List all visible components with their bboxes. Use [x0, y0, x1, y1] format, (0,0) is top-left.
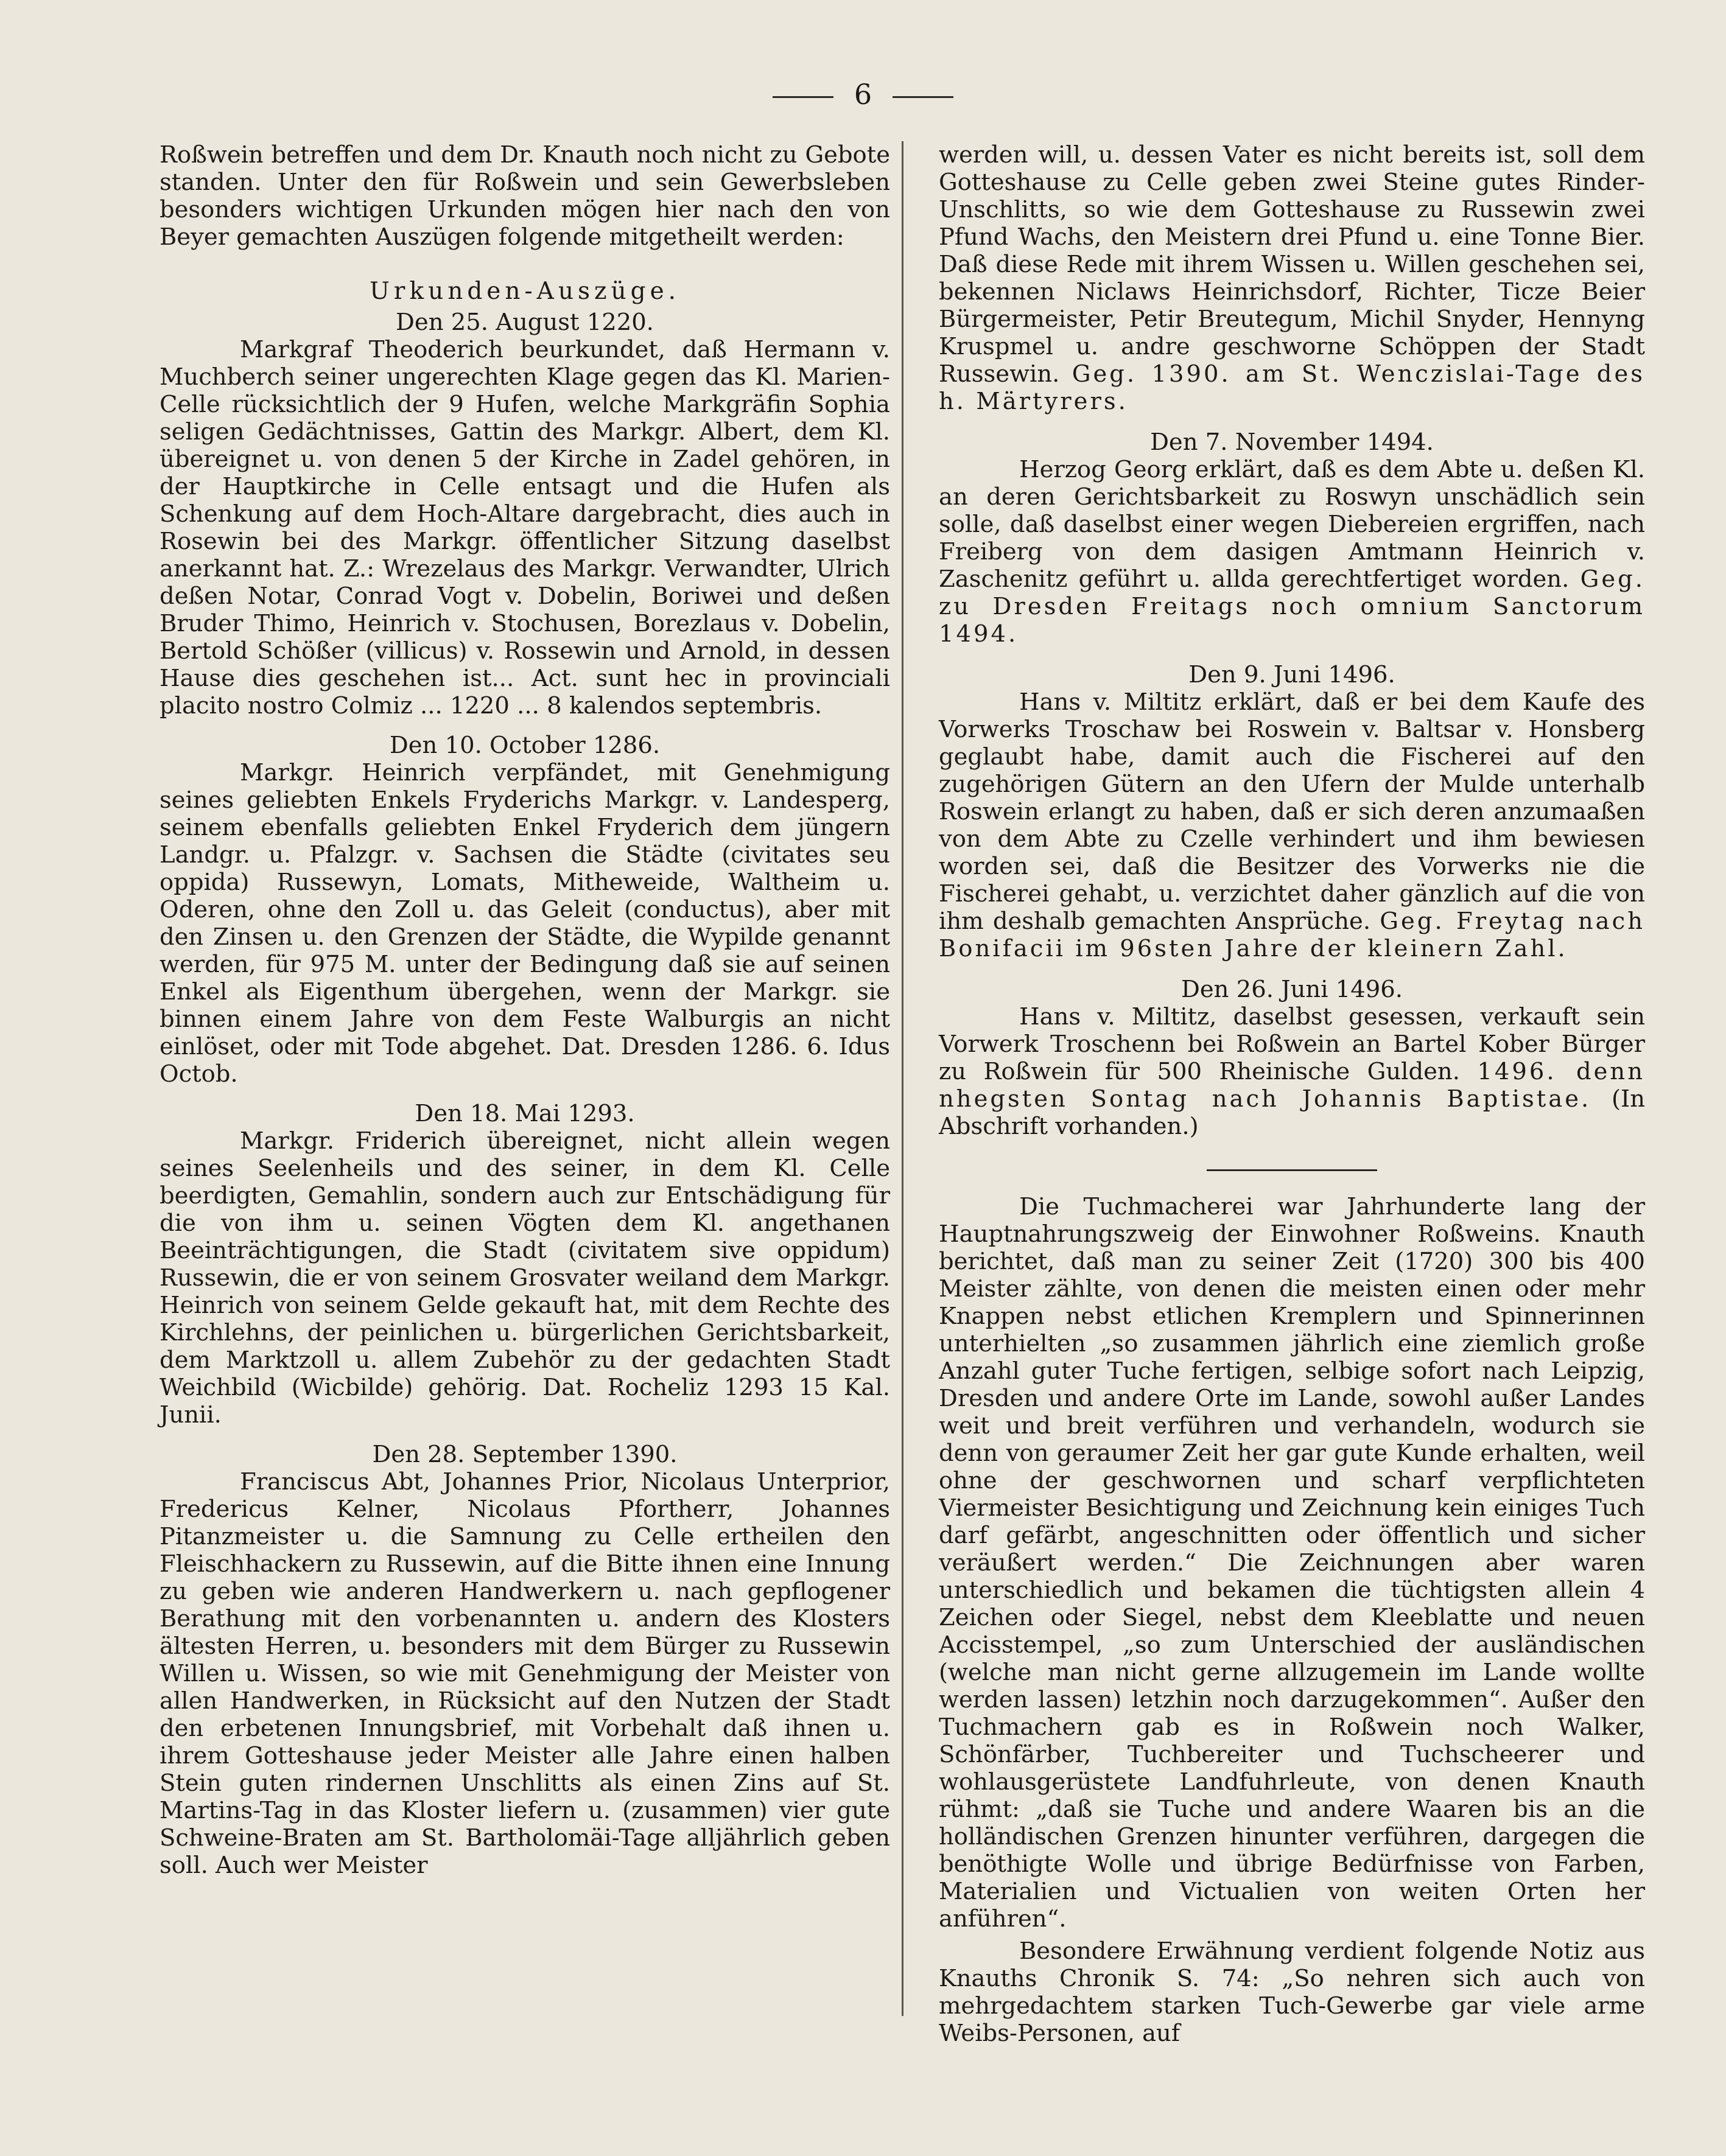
entry-1390-dating: Geg. 1390. am St. Wenczislai-Tage des h. Märtyrers.	[939, 360, 1645, 415]
entry-text-1286: Markgr. Heinrich verpfändet, mit Genehmigung seines geliebten Enkels Fryderichs Markgr. v. Landesperg, seinem ebenfalls geliebten Enkel Fryderich dem jüngern Landgr. u. Pfalzgr. v. Sachsen die Städte (civitates seu oppida) Russewyn, Lomats, Mitheweide, Waltheim u. Oderen, ohne den Zoll u. das Geleit (conductus), aber mit den Zinsen u. den Grenzen der Städte, die Wypilde genannt werden, für 975 M. unter der Bedingung daß sie auf seinen Enkel als Eigenthum übergehen, wenn der Markgr. sie binnen einem Jahre von dem Feste Walburgis an nicht einlöset, oder mit Tode abgehet. Dat. Dresden 1286. 6. Idus Octob.	[160, 759, 890, 1088]
entry-date-1496-june9: Den 9. Juni 1496.	[1188, 661, 1395, 688]
intro-paragraph: Roßwein betreffen und dem Dr. Knauth noch nicht zu Gebote standen. Unter den für Roßwein und sein Gewerbsleben besonders wichtigen Urkunden mögen hier nach den von Beyer gemachten Auszügen folgende mitgetheilt werden:	[160, 141, 890, 251]
entry-text-1496-june9: Hans v. Miltitz erklärt, daß er bei dem Kaufe des Vorwerks Troschaw bei Roswein v. Baltsar v. Honsberg geglaubt habe, damit auch die Fischerei auf den zugehörigen Gütern an den Ufern der Mulde unterhalb Roswein erlangt zu haben, daß er sich deren anzumaaßen von dem Abte zu Czelle verhindert und ihm bewiesen worden sei, daß die Besitzer des Vorwerks nie die Fischerei gehabt, u. verzichtet daher gänzlich auf die von ihm deshalb gemachten Ansprüche.	[939, 688, 1645, 935]
entry-1390-continuation	[939, 141, 1645, 415]
entry-date-1286: Den 10. October 1286.	[389, 732, 661, 759]
entry-date-1293: Den 18. Mai 1293.	[415, 1100, 635, 1127]
page-number-dash-left	[773, 96, 833, 98]
entry-text-1220: Markgraf Theoderich beurkundet, daß Hermann v. Muchberch seiner ungerechten Klage gegen das Kl. Marien-Celle rücksichtlich der 9 Hufen, welche Markgräfin Sophia seligen Gedächtnisses, Gattin des Markgr. Albert, dem Kl. übereignet u. von denen 5 der Kirche in Zadel gehören, in der Hauptkirche in Celle entsagt und die Hufen als Schenkung auf dem Hoch-Altare dargebracht, dies auch in Rosewin bei des Markgr. öffentlicher Sitzung daselbst anerkannt hat. Z.: Wrezelaus des Markgr. Verwandter, Ulrich deßen Notar, Conrad Vogt v. Dobelin, Boriwei und deßen Bruder Thimo, Heinrich v. Stochusen, Borezlaus v. Dobelin, Bertold Schößer (villicus) v. Rossewin und Arnold, in dessen Hause dies geschehen ist... Act. sunt hec in provinciali placito nostro Colmiz ... 1220 ... 8 kalendos septembris.	[160, 336, 890, 719]
entry-date-1496-june26: Den 26. Juni 1496.	[1181, 976, 1403, 1003]
entry-paragraph-1496-june26	[939, 1003, 1645, 1140]
entry-dating-1496-june26: 1496. denn nhegsten Sontag nach Johannis Baptistae.	[939, 1058, 1645, 1113]
entry-paragraph-1494	[939, 456, 1645, 648]
entry-dating-1494: Geg. zu Dresden Freitags noch omnium Sanctorum 1494.	[939, 565, 1645, 648]
entry-text-1293: Markgr. Friderich übereignet, nicht allein wegen seines Seelenheils und des seiner, in dem Kl. Celle beerdigten, Gemahlin, sondern auch zur Entschädigung für die von ihm u. seinen Vögten dem Kl. angethanen Beeinträchtigungen, die Stadt (civitatem sive oppidum) Russewin, die er von seinem Grosvater weiland dem Markgr. Heinrich von seinem Gelde gekauft hat, mit dem Rechte des Kirchlehns, der peinlichen u. bürgerlichen Gerichtsbarkeit, dem Marktzoll u. allem Zubehör zu der gedachten Stadt Weichbild (Wicbilde) gehörig. Dat. Rocheliz 1293 15 Kal. Junii.	[160, 1127, 890, 1429]
entry-note-1496-june26: (In Abschrift vorhanden.)	[939, 1085, 1645, 1140]
entry-date-1494: Den 7. November 1494.	[1150, 429, 1434, 456]
page-number	[0, 78, 1726, 111]
entry-text-1496-june26: Hans v. Miltitz, daselbst gesessen, verkauft sein Vorwerk Troschenn bei Roßwein an Bartel Kober Bürger zu Roßwein für 500 Rheinische Gulden.	[939, 1003, 1645, 1085]
entry-1390-continuation-text: werden will, u. dessen Vater es nicht bereits ist, soll dem Gotteshause zu Celle geben zwei Steine gutes Rinder-Unschlitts, so wie dem Gotteshause zu Russewin zwei Pfund Wachs, den Meistern drei Pfund u. eine Tonne Bier. Daß diese Rede mit ihrem Wissen u. Willen geschehen sei, bekennen Niclaws Heinrichsdorf, Richter, Ticze Beier Bürgermeister, Petir Breutegum, Michil Snyder, Hennyng Kruspmel u. andre geschworne Schöppen der Stadt Russewin.	[939, 141, 1645, 388]
column-divider	[902, 141, 903, 2016]
page-number-dash-right	[893, 96, 953, 98]
entry-dating-1496-june9: Geg. Freytag nach Bonifacii im 96sten Jahre der kleinern Zahl.	[939, 908, 1645, 962]
entry-text-1494: Herzog Georg erklärt, daß es dem Abte u. deßen Kl. an deren Gerichtsbarkeit zu Roswyn unschädlich sein solle, daß daselbst einer wegen Diebereien ergriffen, nach Freiberg von dem dasigen Amtmann Heinrich v. Zaschenitz geführt u. allda gerechtfertiget worden.	[939, 456, 1645, 593]
section-heading: Urkunden-Auszüge.	[369, 278, 681, 305]
section-divider	[1207, 1169, 1377, 1171]
body-paragraph-cloth-making: Die Tuchmacherei war Jahrhunderte lang der Hauptnahrungszweig der Einwohner Roßweins. Knauth berichtet, daß man zu seiner Zeit (1720) 300 bis 400 Meister zählte, von denen die meisten einen oder mehr Knappen nebst etlichen Kremplern und Spinnerinnen unterhielten „so zusammen jährlich eine ziemlich große Anzahl guter Tuche fertigen, selbige sofort nach Leipzig, Dresden und andere Orte im Lande, sowohl außer Landes weit und breit verführen und verhandeln, wodurch sie denn von geraumer Zeit her gar gute Kunde erhalten, weil ohne der geschwornen und scharf verpflichteten Viermeister Besichtigung und Zeichnung kein einiges Tuch darf gefärbt, angeschnitten oder öffentlich und sicher veräußert werden.“ Die Zeichnungen aber waren unterschiedlich und bekamen die tüchtigsten allein 4 Zeichen oder Siegel, nebst dem Kleeblatte und neuen Accisstempel, „so zum Unterschied der ausländischen (welche man nicht gerne allzugemein im Lande wollte werden lassen) letzhin noch darzugekommen“. Außer den Tuchmachern gab es in Roßwein noch Walker, Schönfärber, Tuchbereiter und Tuchscheerer und wohlausgerüstete Landfuhrleute, von denen Knauth rühmt: „daß sie Tuche und andere Waaren bis an die holländischen Grenzen hinunter verführen, dargegen die benöthigte Wolle und übrige Bedürfnisse von Farben, Materialien und Victualien von weiten Orten her anführen“.	[939, 1193, 1645, 1933]
left-column	[160, 141, 890, 1879]
page-number-text: 6	[854, 78, 872, 111]
entry-date-1390: Den 28. September 1390.	[372, 1441, 678, 1468]
entry-date-1220: Den 25. August 1220.	[396, 309, 654, 336]
entry-paragraph-1496-june9	[939, 688, 1645, 962]
entry-text-1390: Franciscus Abt, Johannes Prior, Nicolaus Unterprior, Fredericus Kelner, Nicolaus Pfortherr, Johannes Pitanzmeister u. die Samnung zu Celle ertheilen den Fleischhackern zu Russewin, auf die Bitte ihnen eine Innung zu geben wie anderen Handwerkern u. nach gepflogener Berathung mit den vorbenannten u. andern des Klosters ältesten Herren, u. besonders mit dem Bürger zu Russewin Willen u. Wissen, so wie mit Genehmigung der Meister von allen Handwerken, in Rücksicht auf den Nutzen der Stadt den erbetenen Innungsbrief, mit Vorbehalt daß ihnen u. ihrem Gotteshause jeder Meister alle Jahre einen halben Stein guten rindernen Unschlitts als einen Zins auf St. Martins-Tag in das Kloster liefern u. (zusammen) vier gute Schweine-Braten am St. Bartholomäi-Tage alljährlich geben soll. Auch wer Meister	[160, 1468, 890, 1879]
body-paragraph-chronicle-note: Besondere Erwähnung verdient folgende Notiz aus Knauths Chronik S. 74: „So nehren sich auch von mehrgedachtem starken Tuch-Gewerbe gar viele arme Weibs-Personen, auf	[939, 1937, 1645, 2047]
right-column	[939, 141, 1645, 2047]
